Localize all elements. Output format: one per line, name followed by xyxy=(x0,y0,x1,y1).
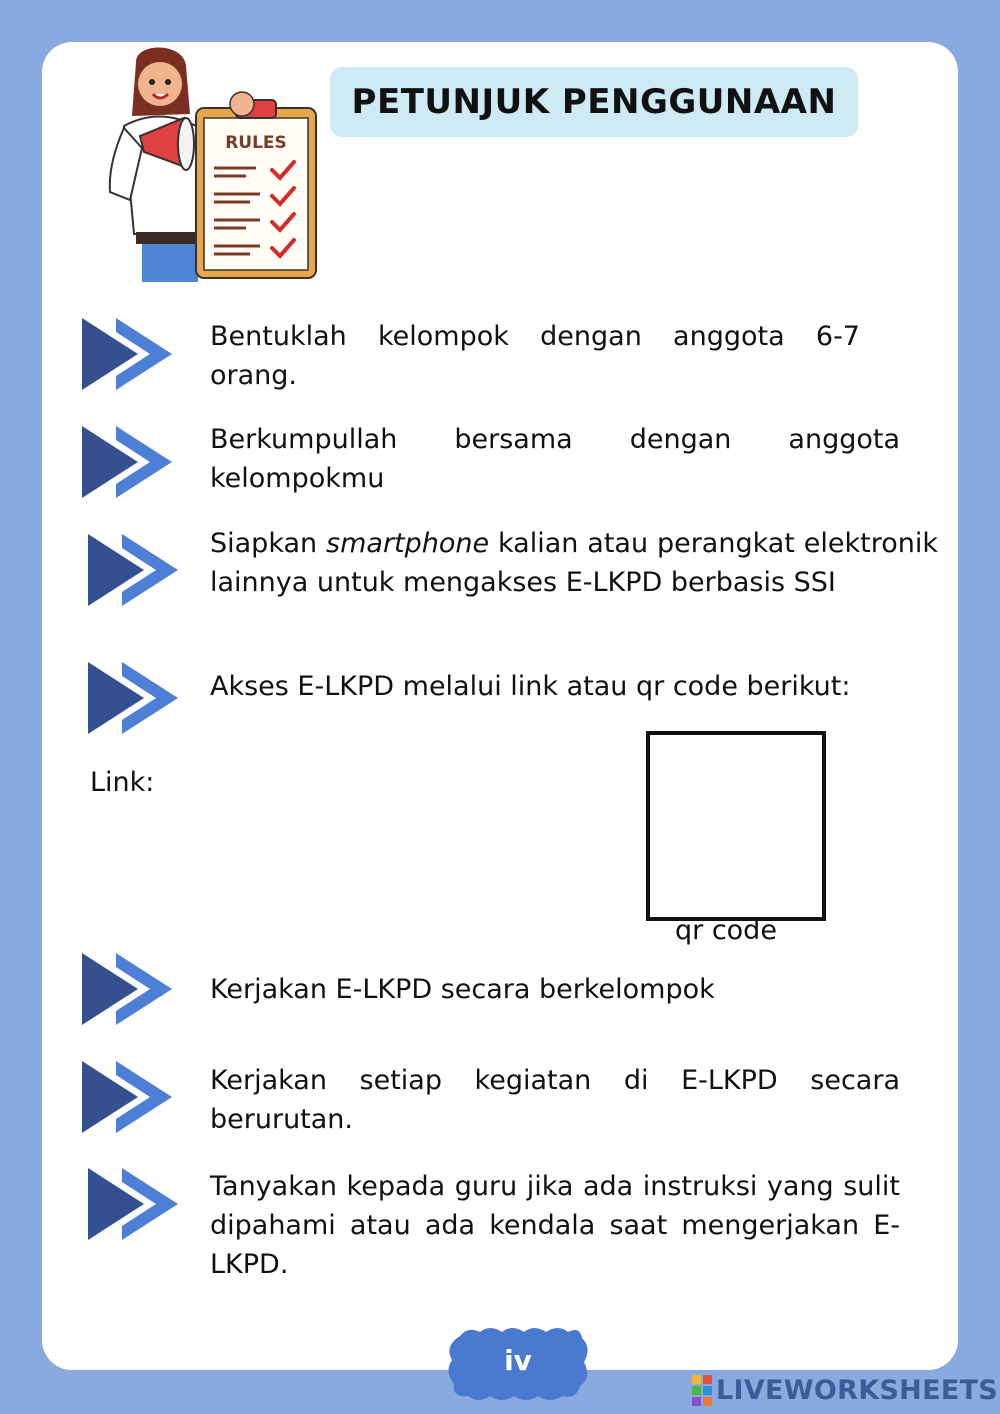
step-1-text: Bentuklah kelompok dengan anggota 6-7 orang. xyxy=(210,321,860,391)
rules-board-label: RULES xyxy=(225,133,287,153)
page-number: iv xyxy=(504,1344,532,1377)
link-label: Link: xyxy=(90,767,155,798)
step-6-text: Kerjakan setiap kegiatan di E-LKPD secara berurutan. xyxy=(210,1065,900,1135)
liveworksheets-watermark xyxy=(692,1373,998,1407)
qr-code-caption: qr code xyxy=(675,915,777,946)
step-7-text: Tanyakan kepada guru jika ada instruksi yang sulit dipahami atau ada kendala saat mengerjakan E-LKPD. xyxy=(210,1171,900,1280)
page-title: PETUNJUK PENGGUNAAN xyxy=(351,82,837,122)
smartphone-emphasis: smartphone xyxy=(326,528,490,559)
step-arrow-icon xyxy=(82,318,174,390)
step-4-text: Akses E-LKPD melalui link atau qr code berikut: xyxy=(210,671,851,702)
step-arrow-icon xyxy=(82,953,174,1025)
step-arrow-icon xyxy=(88,662,180,734)
teacher-rules-illustration xyxy=(96,44,326,282)
step-2-text: Berkumpullah bersama dengan anggota kelompokmu xyxy=(210,424,900,494)
step-arrow-icon xyxy=(88,1168,180,1240)
step-arrow-icon xyxy=(82,426,174,498)
title-box xyxy=(330,67,858,137)
step-3-text: Siapkan smartphone kalian atau perangkat elektronik lainnya untuk mengakses E-LKPD berbasis SSI xyxy=(210,528,938,598)
step-5-text: Kerjakan E-LKPD secara berkelompok xyxy=(210,974,715,1005)
step-arrow-icon xyxy=(82,1061,174,1133)
liveworksheets-text: LIVEWORKSHEETS xyxy=(716,1374,999,1406)
liveworksheets-logo-icon xyxy=(692,1375,712,1406)
step-arrow-icon xyxy=(88,534,180,606)
qr-code-placeholder xyxy=(646,731,826,921)
